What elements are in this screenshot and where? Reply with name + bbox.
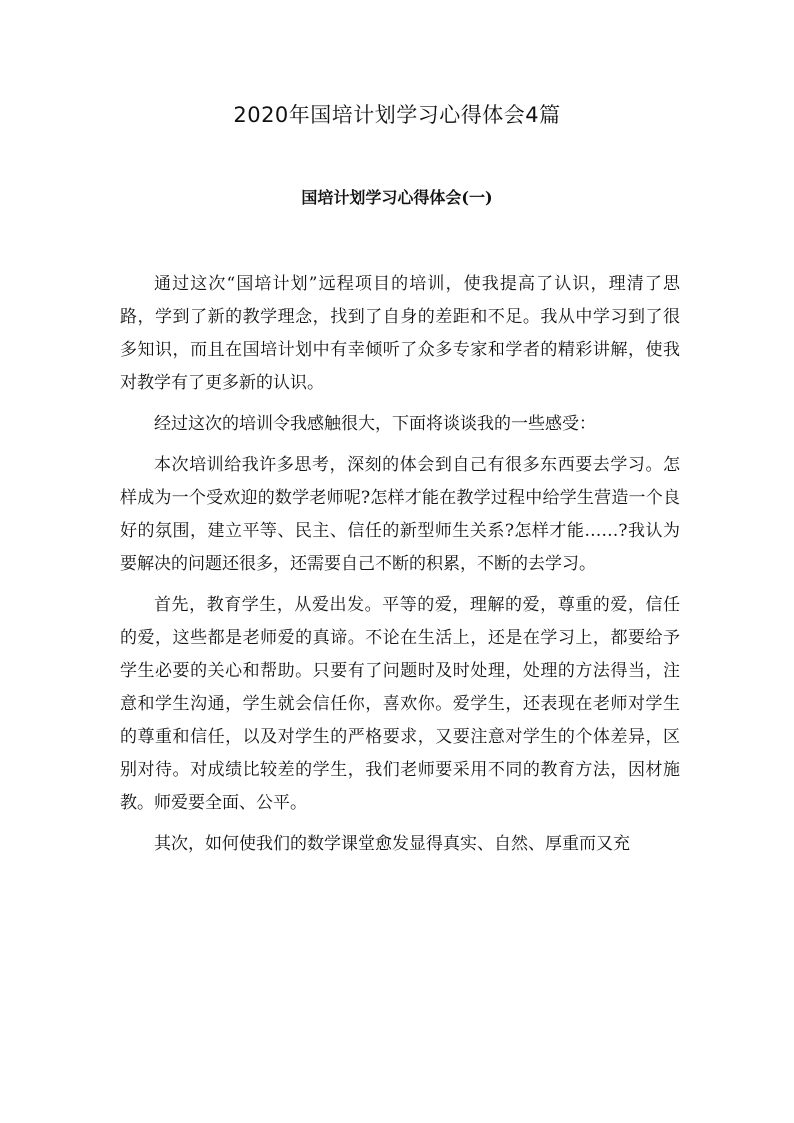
paragraph: 通过这次“国培计划”远程项目的培训，使我提高了认识，理清了思路，学到了新的教学理念，找到了自身的差距和不足。我从中学习到了很多知识，而且在国培计划中有幸倾听了众多专家和学者的精彩讲解，使我对教学有了更多新的认识。	[120, 274, 680, 393]
document-title: 2020年国培计划学习心得体会4篇	[233, 103, 561, 127]
section-title: 国培计划学习心得体会(一)	[301, 188, 493, 207]
document-body	[120, 268, 680, 869]
paragraph: 首先，教育学生，从爱出发。平等的爱，理解的爱，尊重的爱，信任的爱，这些都是老师爱的真谛。不论在生活上，还是在学习上，都要给予学生必要的关心和帮助。只要有了问题时及时处理，处理的方法得当，注意和学生沟通，学生就会信任你，喜欢你。爱学生，还表现在老师对学生的尊重和信任，以及对学生的严格要求，又要注意对学生的个体差异，区别对待。对成绩比较差的学生，我们老师要采用不同的教育方法，因材施教。师爱要全面、公平。	[120, 595, 680, 813]
paragraph: 其次，如何使我们的数学课堂愈发显得真实、自然、厚重而又充	[154, 834, 630, 854]
paragraph: 本次培训给我许多思考，深刻的体会到自己有很多东西要去学习。怎样成为一个受欢迎的数学老师呢?怎样才能在教学过程中给学生营造一个良好的氛围，建立平等、民主、信任的新型师生关系?怎样才能……?我认为要解决的问题还很多，还需要自己不断的积累，不断的去学习。	[120, 455, 680, 574]
paragraph: 经过这次的培训令我感触很大，下面将谈谈我的一些感受：	[154, 414, 596, 434]
